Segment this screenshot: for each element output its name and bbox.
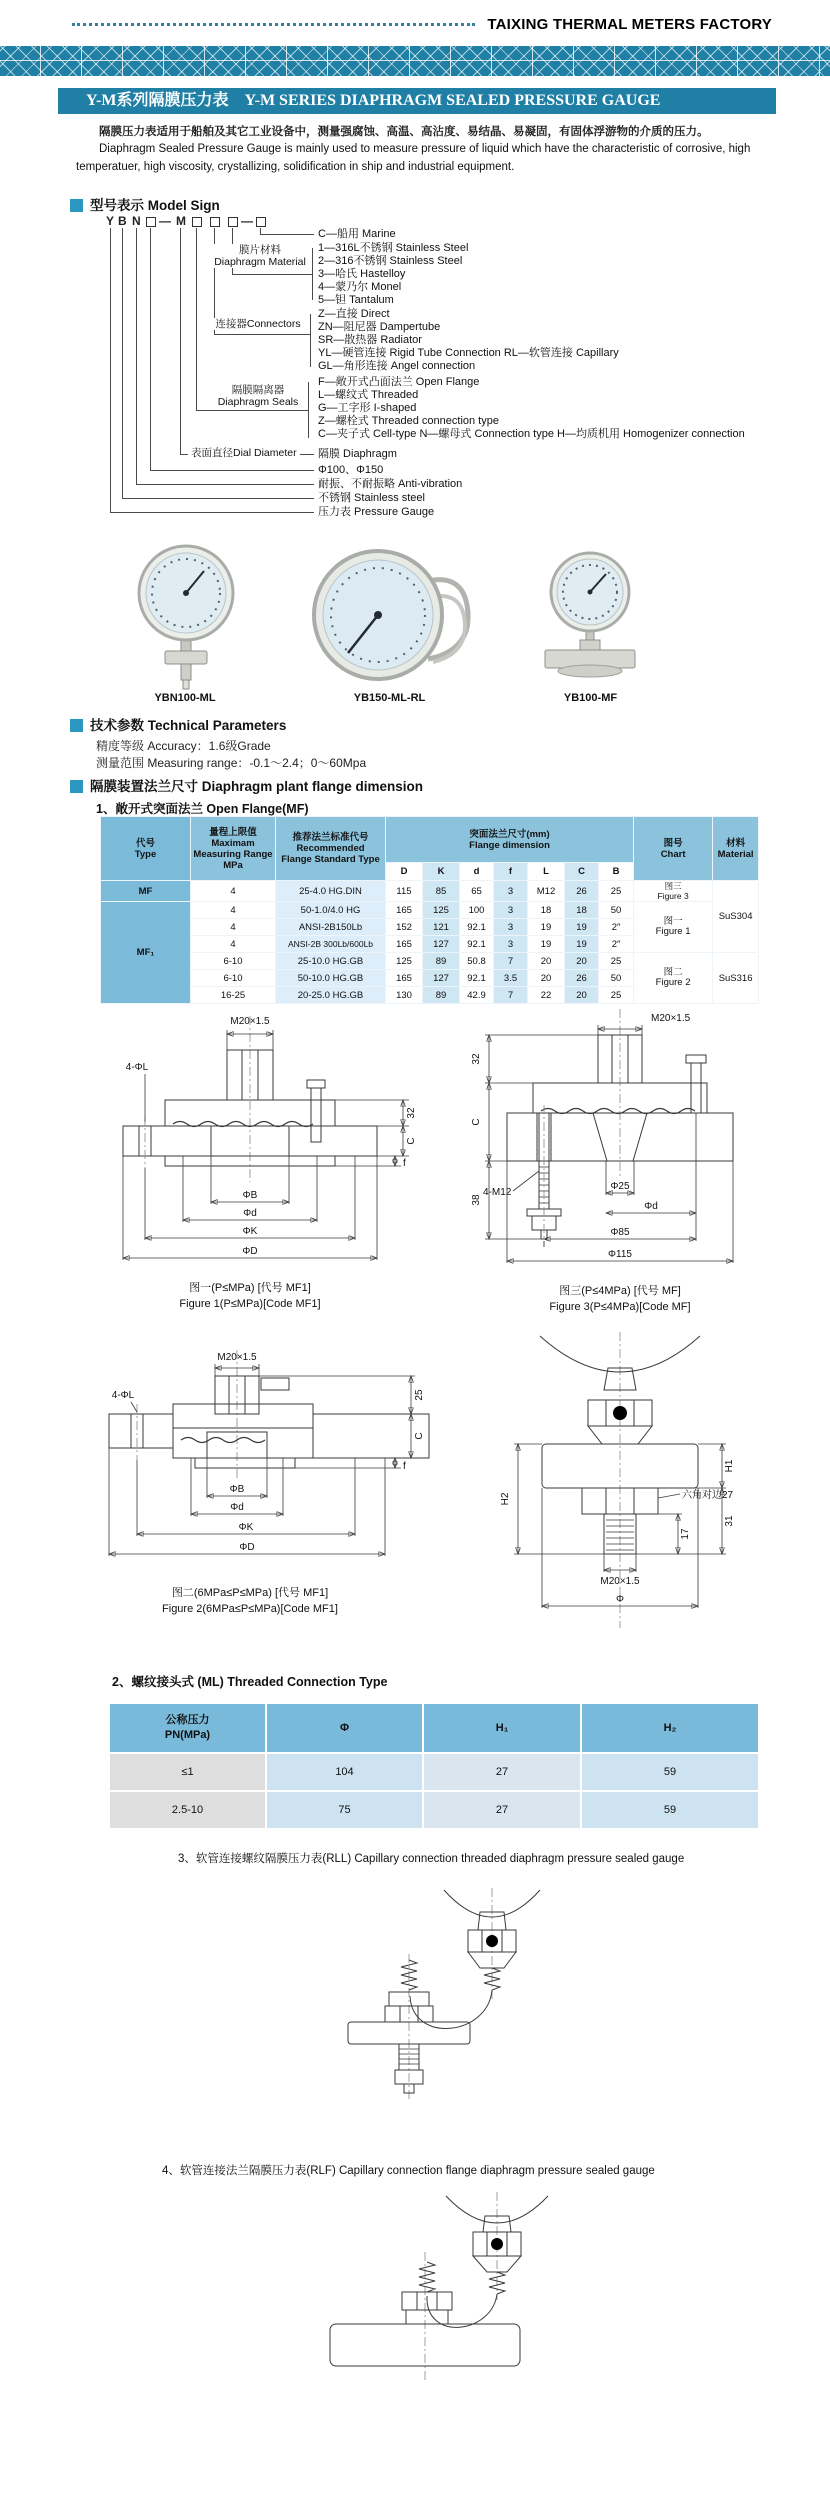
tree-line [232,274,312,275]
dim-label: 4-ΦL [125,1062,149,1073]
th-type [101,817,191,881]
connector-item: GL—角形连接 Angel connection [318,360,476,372]
gauge-photo-ybn100ml [115,543,255,691]
cell-dim: 89 [423,953,460,970]
code-dash: — [159,214,171,228]
lattice-banner [0,46,830,76]
material-group-en: Diaphragm Material [214,256,306,268]
th-dim-zh: 突面法兰尺寸(mm) [469,828,550,840]
figure1-caption [65,1280,435,1312]
cell-dim: 127 [423,936,460,953]
t2-th-pn-en: PN(MPa) [164,1729,211,1741]
chart-en: Figure 1 [655,926,691,937]
dim-label: M20×1.5 [217,1352,257,1363]
cell-dim: 25 [599,953,634,970]
th-flange-dim [386,817,634,863]
material-item: 4—蒙乃尔 Monel [318,281,402,293]
seal-group-label [210,384,306,408]
cell-material: SuS304 [713,881,759,953]
flange-dimension-table [100,816,759,1004]
cell-range: 4 [191,881,276,902]
th-mat-zh: 材料 [726,837,746,849]
tree-line [110,512,314,513]
th-range [191,817,276,881]
tech-heading: 技术参数 Technical Parameters [70,714,286,734]
dim-label: f [403,1461,406,1472]
code-char: Y [106,214,115,228]
material-item: 1—316L不锈钢 Stainless Steel [318,242,469,254]
chart-zh: 图二 [663,967,683,978]
cell-range: 6-10 [191,953,276,970]
table-row [101,953,759,970]
dim-label: 32 [406,1107,417,1119]
th-type-en: Type [134,848,157,860]
cell-dim: 152 [386,919,423,936]
section2-heading: 2、螺纹接头式 (ML) Threaded Connection Type [112,1675,388,1689]
cell-dim: 22 [528,987,565,1004]
connector-item: SR—散热器 Radiator [318,334,422,346]
accuracy-line: 精度等级 Accuracy：1.6级Grade [96,739,271,753]
cell-std: ANSI-2B150Lb [276,919,386,936]
dim-label: ΦD [239,1542,255,1553]
cell-dim: 125 [423,902,460,919]
code-char: B [118,214,127,228]
range-line: 测量范围 Measuring range：-0.1～2.4；0～60Mpa [96,756,367,770]
material-group-zh: 膜片材料 [239,244,281,256]
t2-cell: 75 [266,1791,423,1829]
cell-range: 6-10 [191,970,276,987]
t2-cell: ≤1 [109,1753,266,1791]
dim-label: Φ115 [608,1249,632,1260]
cell-dim: 92.1 [460,936,494,953]
connector-group-label: 连接器Connectors [208,318,308,330]
cell-dim: 3 [494,936,528,953]
cell-dim: 3 [494,919,528,936]
ml-type-drawing [470,1332,770,1632]
dim-label: H1 [724,1459,735,1473]
th-sub: C [565,863,599,881]
dim-label: Φd [243,1208,257,1219]
cell-chart [634,881,713,902]
cell-dim: 26 [565,881,599,902]
tree-bracket [310,314,311,367]
dim-label: M20×1.5 [600,1576,640,1587]
th-chart [634,817,713,881]
pressure-gauge-label: 压力表 Pressure Gauge [318,506,435,518]
model-sign-heading: 型号表示 Model Sign [70,194,220,214]
cell-material: SuS316 [713,953,759,1004]
table-row [109,1753,759,1791]
th-range-en2: Measuring Range [193,848,273,860]
th-dim-en: Flange dimension [469,839,550,851]
connector-item: Z—直接 Direct [318,308,390,320]
chart-zh: 图三 [664,881,682,891]
cell-chart [634,902,713,953]
cell-range: 4 [191,936,276,953]
th-range-en3: MPa [223,859,243,871]
seal-item: C—夹子式 Cell-type N—螺母式 Connection type H—均质机用 Homogenizer connection [318,428,745,440]
t2-th-h2: H₂ [581,1703,759,1753]
t2-cell: 2.5-10 [109,1791,266,1829]
dim-label: M20×1.5 [651,1013,691,1024]
cell-dim: 50 [599,970,634,987]
dim-label: 17 [680,1528,691,1540]
cell-dim: 50.8 [460,953,494,970]
tree-line [110,228,111,512]
t2-cell: 27 [423,1791,581,1829]
dim-label: C [471,1118,482,1126]
photo-caption: YB150-ML-RL [353,692,426,704]
seal-group-zh: 隔膜隔离器 [231,384,285,396]
th-std-en2: Flange Standard Type [281,854,380,865]
t2-cell: 59 [581,1753,759,1791]
cell-dim: M12 [528,881,565,902]
th-range-en1: Maximam [211,837,255,849]
code-char: M [176,214,186,228]
cell-dim: 20 [565,953,599,970]
photo-caption: YBN100-ML [154,692,216,704]
cell-std: 20-25.0 HG.GB [276,987,386,1004]
code-char: N [132,214,141,228]
tree-line [214,334,310,335]
table-row [101,881,759,902]
th-sub: d [460,863,494,881]
th-mat-en: Material [717,848,754,860]
figure2-caption-zh: 图二(6MPa≤P≤MPa) [代号 MF1] [171,1587,329,1599]
th-sub: K [423,863,460,881]
model-sign-tree [60,214,766,526]
dim-label: 4-M12 [483,1187,512,1198]
dim-label: 31 [724,1515,735,1527]
material-item: 3—哈氏 Hastelloy [318,268,406,280]
cell-dim: 125 [386,953,423,970]
rll-drawing [330,1888,580,2133]
cell-std: 50-10.0 HG.GB [276,970,386,987]
cell-dim: 20 [528,953,565,970]
cell-type: MF [101,881,191,902]
photo-caption: YB100-MF [563,692,618,704]
th-chart-en: Chart [660,848,686,860]
cell-std: 25-4.0 HG.DIN [276,881,386,902]
seal-item: L—螺纹式 Threaded [318,389,419,401]
cell-type: MF₁ [101,902,191,1004]
code-box [210,217,220,227]
code-box [256,217,266,227]
cell-dim: 165 [386,970,423,987]
figure1-drawing [65,1010,435,1270]
intro-en: Diaphragm Sealed Pressure Gauge is mainly used to measure pressure of liquid which have the characteristic of corrosive, high temperatuer, high viscosity, crystallizing, solidification in ship and industrial equipment. [76,143,751,173]
threaded-connection-table [108,1702,760,1830]
tree-line [136,484,314,485]
table-row [109,1791,759,1829]
seal-item: Z—螺栓式 Threaded connection type [318,415,499,427]
tree-line [196,410,308,411]
cell-dim: 25 [599,881,634,902]
th-range-zh: 量程上限值 [209,826,257,838]
cell-dim: 100 [460,902,494,919]
tree-line [122,228,123,498]
anti-vibration-label: 耐振、不耐振略 Anti-vibration [318,478,463,490]
cell-dim: 89 [423,987,460,1004]
t2-th-phi: Φ [266,1703,423,1753]
material-item: 5—钽 Tantalum [318,294,394,306]
dial-diameter-label: 表面直径Dial Diameter [188,447,300,459]
tree-line [122,498,314,499]
t2-cell: 104 [266,1753,423,1791]
cell-dim: 165 [386,902,423,919]
seal-item: G—工字形 I-shaped [318,402,417,414]
th-type-zh: 代号 [135,837,155,849]
figure2-drawing [65,1348,435,1583]
gauge-photo-yb150mlrl [300,543,480,693]
figure1-caption-zh: 图一(P≤MPa) [代号 MF1] [189,1282,311,1294]
section3-heading: 3、软管连接螺纹隔膜压力表(RLL) Capillary connection threaded diaphragm pressure sealed gauge [178,1853,685,1865]
page-header [72,16,772,33]
cell-dim: 3 [494,881,528,902]
cell-chart [634,953,713,1004]
dim-label: ΦB [229,1484,245,1495]
th-sub: L [528,863,565,881]
th-standard [276,817,386,881]
cell-dim: 127 [423,970,460,987]
dim-label: ΦD [242,1246,258,1257]
cell-dim: 2″ [599,919,634,936]
tree-line [150,228,151,470]
rlf-drawing [315,2192,565,2422]
cell-std: ANSI-2B 300Lb/600Lb [276,936,386,953]
cell-dim: 50 [599,902,634,919]
section4-heading: 4、软管连接法兰隔膜压力表(RLF) Capillary connection flange diaphragm pressure sealed gauge [162,2165,655,2177]
figure2-caption [65,1585,435,1617]
material-item: 2—316不锈钢 Stainless Steel [318,255,463,267]
cell-dim: 42.9 [460,987,494,1004]
cell-dim: 19 [565,919,599,936]
intro-paragraph [76,124,766,176]
cell-dim: 19 [565,936,599,953]
title-en: Y-M SERIES DIAPHRAGM SEALED PRESSURE GAUGE [244,92,661,109]
dim-label: 六角对边27 [682,1490,734,1501]
dim-label: M20×1.5 [230,1016,270,1027]
cell-dim: 7 [494,953,528,970]
dotted-rule [72,23,475,26]
dim-label: C [414,1432,425,1440]
t2-cell: 27 [423,1753,581,1791]
code-box [146,217,156,227]
gauge-photo-yb100mf [525,550,655,690]
title-bar [58,88,776,114]
th-chart-zh: 图号 [663,837,683,849]
cell-std: 50-1.0/4.0 HG [276,902,386,919]
t2-th-h1: H₁ [423,1703,581,1753]
dim-label: C [406,1137,417,1145]
seal-group-en: Diaphragm Seals [217,396,299,408]
tree-line [180,228,181,454]
table-row [101,902,759,919]
dim-label: f [403,1158,406,1169]
th-sub: D [386,863,423,881]
stainless-label: 不锈钢 Stainless steel [318,492,425,504]
cell-range: 4 [191,902,276,919]
seal-item: F—敞开式凸面法兰 Open Flange [318,376,480,388]
flange-heading: 隔膜装置法兰尺寸 Diaphragm plant flange dimension [70,775,423,795]
figure2-caption-en: Figure 2(6MPa≤P≤MPa)[Code MF1] [162,1603,338,1615]
cell-dim: 7 [494,987,528,1004]
tree-line [136,228,137,484]
cell-dim: 19 [528,936,565,953]
cell-dim: 18 [565,902,599,919]
cell-dim: 20 [565,987,599,1004]
chart-en: Figure 3 [657,891,689,901]
dim-label: H2 [500,1492,511,1506]
t2-th-pn-zh: 公称压力 [165,1714,210,1726]
connector-item: YL—硬管连接 Rigid Tube Connection RL—软管连接 Capillary [318,347,619,359]
title-zh: Y-M系列隔膜压力表 [86,92,229,109]
cell-dim: 130 [386,987,423,1004]
cell-dim: 121 [423,919,460,936]
code-dash: — [241,214,253,228]
intro-zh: 隔膜压力表适用于船舶及其它工业设备中，测量强腐蚀、高温、高沾度、易结晶、易凝固，有固体浮游物的介质的压力。 [99,126,709,138]
cell-range: 4 [191,919,276,936]
dim-label: 25 [414,1389,425,1401]
th-material [713,817,759,881]
figure3-caption-en: Figure 3(P≤4MPa)[Code MF] [549,1301,691,1313]
connector-item: ZN—阻尼器 Dampertube [318,321,441,333]
dial-values-label: Φ100、Φ150 [318,464,384,476]
figure3-caption [455,1283,785,1315]
diaphragm-label: 隔膜 Diaphragm [318,448,397,460]
cell-dim: 25 [599,987,634,1004]
cell-dim: 165 [386,936,423,953]
th-sub: f [494,863,528,881]
code-box [192,217,202,227]
code-box [228,217,238,227]
tree-line [260,234,314,235]
chart-en: Figure 2 [655,977,691,988]
cell-dim: 115 [386,881,423,902]
cell-dim: 2″ [599,936,634,953]
figure3-caption-zh: 图三(P≤4MPa) [代号 MF] [559,1285,681,1297]
material-group-label [210,244,310,268]
factory-name: TAIXING THERMAL METERS FACTORY [487,16,772,33]
dim-label: Φ25 [610,1181,630,1192]
tree-bracket [308,382,309,438]
dim-label: 32 [471,1053,482,1065]
t2-cell: 59 [581,1791,759,1829]
tree-line [196,228,197,410]
chart-zh: 图一 [663,916,683,927]
dim-label: ΦK [238,1522,254,1533]
tree-label-marine: C—船用 Marine [318,228,396,240]
t2-th-pn [109,1703,266,1753]
dim-label: ΦB [242,1190,258,1201]
cell-dim: 3 [494,902,528,919]
cell-dim: 3.5 [494,970,528,987]
cell-range: 16-25 [191,987,276,1004]
cell-dim: 18 [528,902,565,919]
dim-label: 38 [471,1194,482,1206]
cell-std: 25-10.0 HG.GB [276,953,386,970]
open-flange-subheading: 1、敞开式突面法兰 Open Flange(MF) [96,802,309,816]
tree-bracket [312,248,313,300]
th-sub: B [599,863,634,881]
dim-label: ΦK [242,1226,258,1237]
cell-dim: 19 [528,919,565,936]
th-std-zh: 推荐法兰标准代号 [292,832,369,843]
cell-dim: 26 [565,970,599,987]
dim-label: 4-ΦL [111,1390,135,1401]
th-std-en1: Recommended [296,843,365,854]
dim-label: Φ [616,1594,624,1605]
cell-dim: 20 [528,970,565,987]
cell-dim: 85 [423,881,460,902]
tree-line [150,470,314,471]
dim-label: Φd [644,1201,658,1212]
cell-dim: 92.1 [460,970,494,987]
dim-label: Φd [230,1502,244,1513]
figure3-drawing [455,1005,785,1295]
dim-label: Φ85 [610,1227,630,1238]
cell-dim: 92.1 [460,919,494,936]
figure1-caption-en: Figure 1(P≤MPa)[Code MF1] [179,1298,321,1310]
cell-dim: 65 [460,881,494,902]
